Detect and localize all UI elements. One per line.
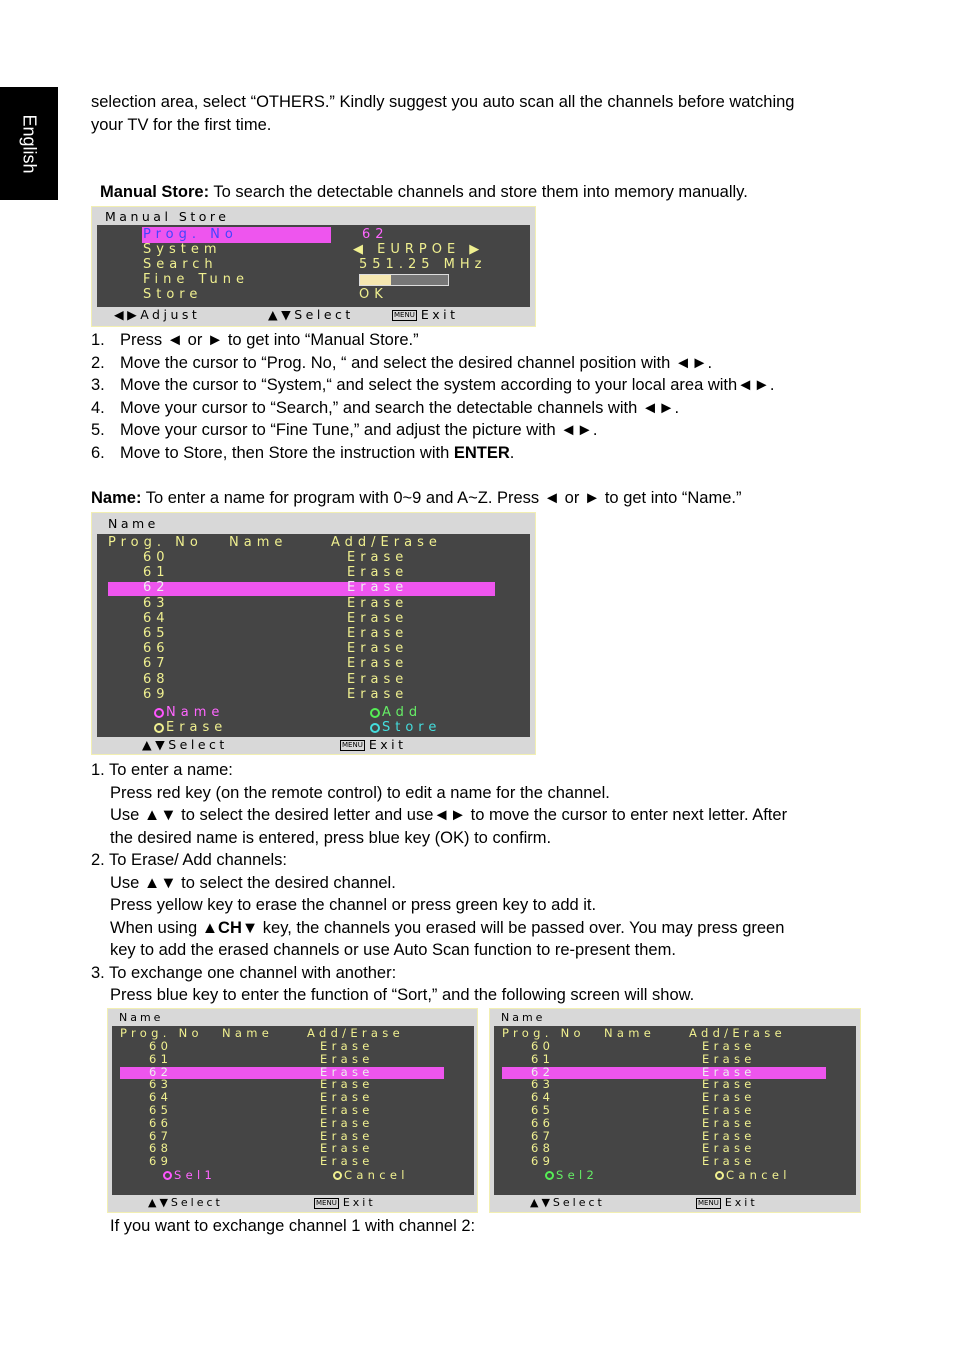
channel-prog-number[interactable]: 64 xyxy=(149,1090,173,1105)
name-heading-bold: Name: xyxy=(91,489,142,507)
manual-store-heading xyxy=(100,181,748,204)
manual-store-row-system-value: ◀ EURPOE ▶ xyxy=(353,242,485,257)
manual-store-heading-text: To search the detectable channels and store them into memory manually. xyxy=(209,183,748,201)
select-hint: ▲▼Select xyxy=(530,1196,605,1209)
step-item: 1. Press ◄ or ► to get into “Manual Store.” xyxy=(91,331,419,349)
instr-2-head: 2. To Erase/ Add channels: xyxy=(91,851,287,869)
intro-line-2: your TV for the first time. xyxy=(91,116,272,134)
channel-prog-number[interactable]: 63 xyxy=(531,1077,555,1092)
channel-status[interactable]: Erase xyxy=(320,1051,374,1066)
fine-tune-bar-fill xyxy=(360,275,391,285)
instr-1-head: 1. To enter a name: xyxy=(91,761,233,779)
col-prog-no: Prog. No xyxy=(108,535,203,550)
instr-2-line: Use ▲▼ to select the desired channel. xyxy=(110,873,396,892)
manual-store-heading-bold: Manual Store: xyxy=(100,183,210,201)
col-prog-no: Prog. No xyxy=(502,1026,585,1040)
manual-store-row-finetune-label[interactable]: Fine Tune xyxy=(143,272,249,287)
sel-key[interactable]: Sel1 xyxy=(163,1168,216,1182)
step-item: 3. Move the cursor to “System,“ and select the system according to your local area with◄►. xyxy=(91,376,775,395)
channel-prog-number[interactable]: 65 xyxy=(149,1103,173,1117)
manual-store-row-search-value: 551.25 MHz xyxy=(359,257,487,272)
channel-status[interactable]: Erase xyxy=(702,1154,756,1169)
select-hint: ▲▼Select xyxy=(148,1196,223,1209)
channel-status[interactable]: Erase xyxy=(347,641,409,657)
channel-prog-number[interactable]: 63 xyxy=(149,1077,173,1092)
channel-status[interactable]: Erase xyxy=(320,1115,374,1130)
col-name: Name xyxy=(222,1026,274,1040)
col-add-erase: Add/Erase xyxy=(689,1026,786,1040)
channel-prog-number[interactable]: 68 xyxy=(531,1141,555,1156)
channel-prog-number[interactable]: 66 xyxy=(149,1115,173,1130)
closing-text: If you want to exchange channel 1 with channel 2: xyxy=(110,1217,476,1235)
channel-status[interactable]: Erase xyxy=(320,1103,374,1117)
channel-prog-number[interactable]: 65 xyxy=(531,1103,555,1117)
name-screen xyxy=(91,512,536,755)
add-key[interactable]: Add xyxy=(370,705,422,720)
name-heading-text: To enter a name for program with 0~9 and A~Z. Press ◄ or ► to get into “Name.” xyxy=(141,489,742,507)
instr-2-line: Press yellow key to erase the channel or press green key to add it. xyxy=(110,896,597,914)
instr-1-line: Press red key (on the remote control) to edit a name for the channel. xyxy=(110,783,610,802)
exit-label: Exit xyxy=(724,1196,758,1209)
col-add-erase: Add/Erase xyxy=(307,1026,404,1040)
manual-store-row-system-label[interactable]: System xyxy=(143,242,222,257)
channel-prog-number[interactable]: 67 xyxy=(143,656,170,672)
channel-prog-number[interactable]: 67 xyxy=(531,1128,555,1143)
col-name: Name xyxy=(229,535,288,550)
intro-line-1: selection area, select “OTHERS.” Kindly suggest you auto scan all the channels before watching xyxy=(91,93,795,111)
channel-status[interactable]: Erase xyxy=(702,1090,756,1105)
menu-key-icon: MENU xyxy=(394,311,415,319)
sort-screen-title: Name xyxy=(501,1011,546,1024)
col-name: Name xyxy=(604,1026,656,1040)
channel-status[interactable]: Erase xyxy=(347,610,409,626)
channel-status[interactable]: Erase xyxy=(347,580,409,596)
name-instructions xyxy=(91,759,787,1007)
menu-key-icon: MENU xyxy=(316,1198,337,1207)
channel-prog-number[interactable]: 66 xyxy=(531,1115,555,1130)
manual-store-screen-title: Manual Store xyxy=(105,209,230,224)
channel-status[interactable]: Erase xyxy=(347,686,409,702)
col-prog-no: Prog. No xyxy=(120,1026,203,1040)
channel-status[interactable]: Erase xyxy=(702,1141,756,1156)
channel-status[interactable]: Erase xyxy=(702,1115,756,1130)
channel-prog-number[interactable]: 62 xyxy=(149,1064,173,1079)
instr-1-line: Use ▲▼ to select the desired letter and use◄► to move the cursor to enter next letter. After xyxy=(110,806,788,824)
exit-label: Exit xyxy=(342,1196,376,1209)
channel-prog-number[interactable]: 61 xyxy=(143,565,170,581)
channel-prog-number[interactable]: 69 xyxy=(143,686,170,702)
exit-label: Exit xyxy=(420,307,459,322)
step-item: 6. Move to Store, then Store the instruction with ENTER. xyxy=(91,443,515,462)
channel-prog-number[interactable]: 61 xyxy=(149,1051,173,1066)
name-key[interactable]: Name xyxy=(154,705,224,720)
sort-screen-title: Name xyxy=(119,1011,164,1024)
channel-status[interactable]: Erase xyxy=(320,1077,374,1092)
manual-store-row-store-value: OK xyxy=(359,287,388,302)
manual-store-row-prog-value: 62 xyxy=(362,227,389,242)
instr-2-line: key to add the erased channels or use Auto Scan function to re-present them. xyxy=(110,941,676,959)
channel-prog-number[interactable]: 68 xyxy=(149,1141,173,1156)
cancel-key[interactable]: Cancel xyxy=(333,1168,409,1182)
channel-prog-number[interactable]: 62 xyxy=(143,580,170,596)
channel-status[interactable]: Erase xyxy=(320,1154,374,1169)
name-heading xyxy=(91,487,742,510)
channel-status[interactable]: Erase xyxy=(320,1128,374,1143)
cancel-key[interactable]: Cancel xyxy=(715,1168,791,1182)
language-tab xyxy=(0,87,58,200)
channel-status[interactable]: Erase xyxy=(702,1103,756,1117)
instr-1-line: the desired name is entered, press blue key (OK) to confirm. xyxy=(110,828,552,847)
channel-prog-number[interactable]: 65 xyxy=(143,626,170,641)
exit-hint xyxy=(696,1196,758,1209)
channel-status[interactable]: Erase xyxy=(347,595,409,611)
channel-prog-number[interactable]: 60 xyxy=(531,1039,555,1053)
channel-prog-number[interactable]: 67 xyxy=(149,1128,173,1143)
channel-prog-number[interactable]: 62 xyxy=(531,1064,555,1079)
channel-status[interactable]: Erase xyxy=(702,1039,756,1053)
step-item: 5. Move your cursor to “Fine Tune,” and adjust the picture with ◄►. xyxy=(91,421,598,440)
manual-store-row-prog-label[interactable]: Prog. No xyxy=(143,227,238,242)
channel-prog-number[interactable]: 66 xyxy=(143,641,170,657)
channel-status[interactable]: Erase xyxy=(702,1128,756,1143)
channel-prog-number[interactable]: 69 xyxy=(149,1154,173,1169)
step-item: 2. Move the cursor to “Prog. No, “ and select the desired channel position with ◄►. xyxy=(91,353,713,372)
channel-status[interactable]: Erase xyxy=(320,1090,374,1105)
instr-2-line: When using ▲CH▼ key, the channels you erased will be passed over. You may press green xyxy=(110,918,785,937)
menu-key-icon: MENU xyxy=(698,1198,719,1207)
channel-status[interactable]: Erase xyxy=(347,626,409,641)
select-hint: ▲▼Select xyxy=(142,737,228,752)
channel-status[interactable]: Erase xyxy=(702,1077,756,1092)
channel-prog-number[interactable]: 69 xyxy=(531,1154,555,1169)
manual-store-screen xyxy=(91,206,536,327)
erase-key[interactable]: Erase xyxy=(154,720,227,735)
step-item: 4. Move your cursor to “Search,” and search the detectable channels with ◄►. xyxy=(91,398,680,417)
channel-prog-number[interactable]: 64 xyxy=(531,1090,555,1105)
store-key[interactable]: Store xyxy=(370,720,441,735)
language-tab-label: English xyxy=(19,113,40,174)
manual-store-steps xyxy=(91,329,774,465)
exit-hint xyxy=(314,1196,376,1209)
manual-store-row-search-label[interactable]: Search xyxy=(143,257,218,272)
sort-screen-1 xyxy=(107,1008,478,1213)
channel-status[interactable]: Erase xyxy=(347,565,409,581)
sel-key[interactable]: Sel2 xyxy=(545,1168,598,1182)
channel-status[interactable]: Erase xyxy=(702,1064,756,1079)
channel-prog-number[interactable]: 68 xyxy=(143,671,170,687)
adjust-hint: ◀▶Adjust xyxy=(114,307,201,322)
sort-screen-2 xyxy=(489,1008,861,1213)
instr-3-head: 3. To exchange one channel with another: xyxy=(91,963,397,982)
col-add-erase: Add/Erase xyxy=(331,535,442,550)
menu-key-icon: MENU xyxy=(342,741,363,749)
channel-status[interactable]: Erase xyxy=(702,1051,756,1066)
channel-prog-number[interactable]: 64 xyxy=(143,610,170,626)
channel-status[interactable]: Erase xyxy=(347,671,409,687)
exit-label: Exit xyxy=(368,737,407,752)
channel-prog-number[interactable]: 61 xyxy=(531,1051,555,1066)
channel-status[interactable]: Erase xyxy=(320,1064,374,1079)
channel-status[interactable]: Erase xyxy=(320,1039,374,1053)
name-screen-title: Name xyxy=(108,516,159,531)
channel-prog-number[interactable]: 60 xyxy=(149,1039,173,1053)
channel-prog-number[interactable]: 63 xyxy=(143,595,170,611)
exit-hint xyxy=(392,307,459,322)
instr-3-line: Press blue key to enter the function of “Sort,” and the following screen will show. xyxy=(110,986,695,1004)
select-hint: ▲▼Select xyxy=(268,307,354,322)
channel-status[interactable]: Erase xyxy=(347,550,409,565)
fine-tune-bar[interactable] xyxy=(359,274,449,286)
channel-status[interactable]: Erase xyxy=(347,656,409,672)
exit-hint xyxy=(340,737,407,752)
channel-status[interactable]: Erase xyxy=(320,1141,374,1156)
manual-store-row-store-label[interactable]: Store xyxy=(143,287,203,302)
channel-prog-number[interactable]: 60 xyxy=(143,550,170,565)
